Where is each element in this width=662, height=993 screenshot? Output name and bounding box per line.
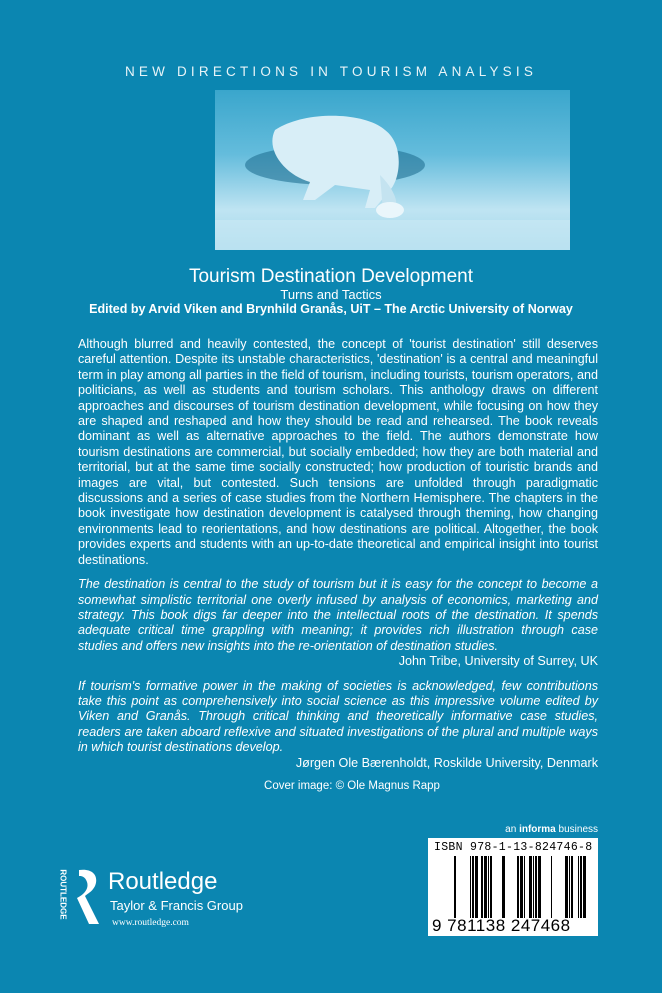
barcode-bar [565, 856, 568, 918]
barcode-bar [481, 856, 483, 918]
review-quote-2: If tourism's formative power in the making of societies is acknowledged, few contributions take this point as comprehensively into social science as this impressive volume edited by Viken and Granås. Through critical thinking and theoretically informative case studies, readers are taken aboard reflexive and situated investigations of the plural and multiple ways in which tourist destinations develop. [78, 678, 598, 755]
barcode-bar [472, 856, 474, 918]
barcode-bar [533, 856, 534, 918]
isbn-label: ISBN 978-1-13-824746-8 [434, 841, 593, 854]
informa-suffix: business [558, 824, 598, 835]
barcode-bar [569, 856, 570, 918]
barcode-bar [529, 856, 532, 918]
review-author-1: John Tribe, University of Surrey, UK [398, 654, 598, 669]
book-subtitle: Turns and Tactics [280, 287, 382, 302]
barcode-bar [571, 856, 573, 918]
barcode-bar [578, 856, 579, 918]
barcode-digits: 9 781138 247468 [432, 916, 571, 935]
text-column [78, 337, 598, 793]
barcode-bar [454, 856, 456, 918]
barcode-bar [551, 856, 552, 918]
publisher-group: Taylor & Francis Group [110, 898, 243, 913]
barcode-bar [475, 856, 478, 918]
informa-tagline [505, 824, 598, 835]
barcode-bar [520, 856, 523, 918]
series-title: NEW DIRECTIONS IN TOURISM ANALYSIS [124, 64, 538, 79]
informa-brand: informa [519, 824, 556, 835]
barcode-bar [535, 856, 537, 918]
polar-bear-photo [215, 90, 570, 250]
barcode-bar [484, 856, 487, 918]
barcode-bar [490, 856, 492, 918]
barcode-bar [517, 856, 519, 918]
cover-credit: Cover image: © Ole Magnus Rapp [264, 779, 440, 792]
barcode-bar [502, 856, 505, 918]
isbn-barcode [428, 838, 598, 936]
description: Although blurred and heavily contested, the concept of 'tourist destination' still deserves careful attention. Despite its unstable characteristics, 'destination' is a central and meaningful term in play among all parties in the field of tourism, including tourists, tourism operators, and politicians, as well as students and tourism scholars. This anthology draws on different approaches and discourses of tourism destination development, while focusing on how they are shaped and reshaped and how they should be read and rehearsed. The book reveals dominant as well as alternative approaches to the field. The authors demonstrate how tourism destinations are commercial, but socially embedded; how they are both material and territorial, but at the same time socially constructed; how production of touristic brands and images are vital, but contested. Such tensions are unfolded through paradigmatic discussions and a series of case studies from the Northern Hemisphere. The chapters in the book investigate how destination development is catalysed through theming, how changing environments lead to reorientations, and how destinations are political. Altogether, the book provides experts and students with an up-to-date theoretical and empirical insight into tourist destinations. [78, 337, 598, 567]
routledge-vertical-logotype: ROUTLEDGE [58, 869, 68, 920]
barcode-bar [583, 856, 586, 918]
informa-prefix: an [505, 824, 517, 835]
editors: Edited by Arvid Viken and Brynhild Granås, UiT – The Arctic University of Norway [89, 302, 573, 316]
barcode-bar [538, 856, 541, 918]
publisher-name: Routledge [108, 868, 218, 895]
barcode-bar [580, 856, 582, 918]
barcode-bars [448, 856, 588, 918]
barcode-bar [524, 856, 525, 918]
barcode-bar [470, 856, 471, 918]
publisher-url[interactable]: www.routledge.com [112, 918, 189, 928]
title-block [0, 266, 662, 317]
review-quote-1: The destination is central to the study of tourism but it is easy for the concept to become a somewhat simplistic territorial one overly infused by analysis of economics, marketing and strategy. This book digs far deeper into the intellectual roots of the destination. It spends adequate critical time grappling with meaning; it provides rich illustration through case studies and offers new insights into the re-orientation of destination studies. [78, 577, 598, 653]
book-title: Tourism Destination Development [188, 266, 474, 287]
barcode-bar [488, 856, 489, 918]
review-author-2: Jørgen Ole Bærenholdt, Roskilde University, Denmark [295, 755, 598, 770]
routledge-r-icon [73, 868, 103, 928]
